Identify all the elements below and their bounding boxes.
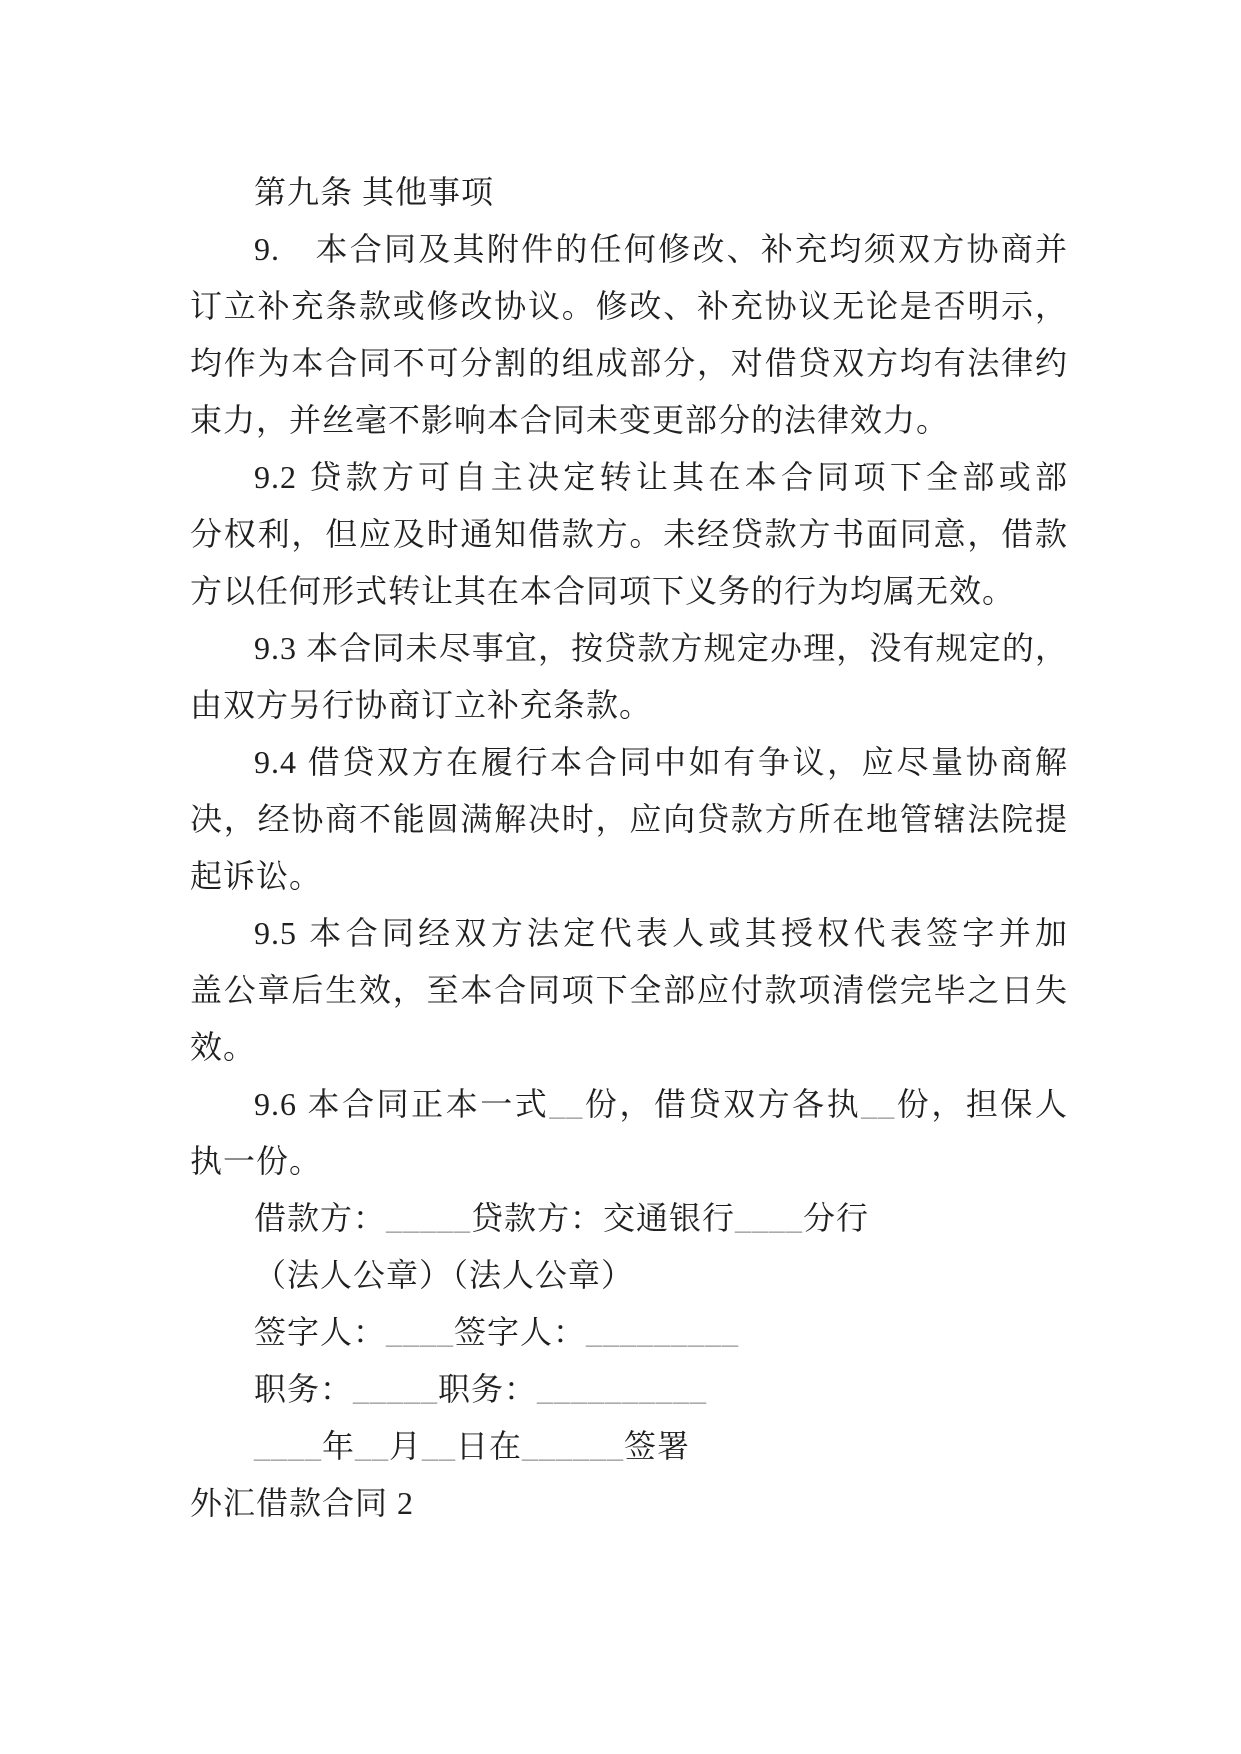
text-segment: 签字人： [254,1314,387,1350]
text-segment: （法人公章）（法人公章） [254,1257,635,1293]
text-line [190,1190,1068,1247]
blank-field: ____ [254,1428,322,1464]
text-line [190,563,1068,620]
text-segment: 效。 [190,1029,257,1065]
text-segment: 9.5 本合同经双方法定代表人或其授权代表签字并加 [254,915,1068,951]
text-segment: 年 [322,1428,356,1464]
blank-field: __ [861,1086,896,1122]
text-segment: 日在 [456,1428,523,1464]
text-line [190,506,1068,563]
text-line [190,164,1068,221]
blank-field: ______ [522,1428,625,1464]
text-segment: 9.2 贷款方可自主决定转让其在本合同项下全部或部 [254,459,1068,495]
text-segment: 束力，并丝毫不影响本合同未变更部分的法律效力。 [190,402,950,438]
blank-field: __ [549,1086,584,1122]
text-segment: 借款方： [254,1200,387,1236]
text-line [190,449,1068,506]
text-line [190,1133,1068,1190]
blank-field: __ [422,1428,457,1464]
text-line [190,962,1068,1019]
blank-field: __ [355,1428,390,1464]
blank-field: ____ [735,1200,804,1236]
text-line [190,620,1068,677]
text-segment: 均作为本合同不可分割的组成部分，对借贷双方均有法律约 [190,345,1068,381]
text-line [190,392,1068,449]
text-segment: 第九条 其他事项 [254,174,495,210]
text-line [190,1076,1068,1133]
text-segment: 盖公章后生效，至本合同项下全部应付款项清偿完毕之日失 [190,972,1068,1008]
text-line [190,335,1068,392]
text-segment: 订立补充条款或修改协议。修改、补充协议无论是否明示， [190,288,1068,324]
text-line [190,1418,1068,1475]
text-segment: 分权利，但应及时通知借款方。未经贷款方书面同意，借款 [190,516,1068,552]
blank-field: ____ [386,1314,455,1350]
text-line [190,734,1068,791]
text-line [190,1019,1068,1076]
text-segment: 9.4 借贷双方在履行本合同中如有争议，应尽量协商解 [254,744,1068,780]
text-line [190,1304,1068,1361]
contract-body [190,164,1068,1532]
text-segment: 9.3 本合同未尽事宜，按贷款方规定办理，没有规定的， [254,630,1068,666]
text-segment: 签署 [624,1428,691,1464]
text-segment: 职务： [438,1371,538,1407]
blank-field: __________ [537,1371,708,1407]
text-segment: 月 [389,1428,423,1464]
text-segment: 职务： [254,1371,354,1407]
text-segment: 签字人： [454,1314,587,1350]
text-segment: 外汇借款合同 2 [190,1485,415,1521]
text-segment: 份，借贷双方各执 [583,1086,862,1122]
text-segment: 方以任何形式转让其在本合同项下义务的行为均属无效。 [190,573,1016,609]
text-segment: 分行 [803,1200,870,1236]
text-line [190,848,1068,905]
text-segment: 由双方另行协商订立补充条款。 [190,687,653,723]
text-segment: 决，经协商不能圆满解决时，应向贷款方所在地管辖法院提 [190,801,1068,837]
text-line [190,905,1068,962]
blank-field: _________ [586,1314,740,1350]
text-line [190,221,1068,278]
text-segment: 执一份。 [190,1143,323,1179]
footer-line [190,1475,1068,1532]
text-line [190,791,1068,848]
text-line [190,278,1068,335]
text-line [190,1247,1068,1304]
blank-field: _____ [353,1371,439,1407]
text-segment: 贷款方：交通银行 [471,1200,736,1236]
text-segment: 9. 本合同及其附件的任何修改、补充均须双方协商并 [254,231,1068,267]
text-segment: 9.6 本合同正本一式 [254,1086,550,1122]
text-line [190,677,1068,734]
text-line [190,1361,1068,1418]
text-segment: 起诉讼。 [190,858,323,894]
blank-field: _____ [386,1200,472,1236]
text-segment: 份，担保人 [895,1086,1068,1122]
